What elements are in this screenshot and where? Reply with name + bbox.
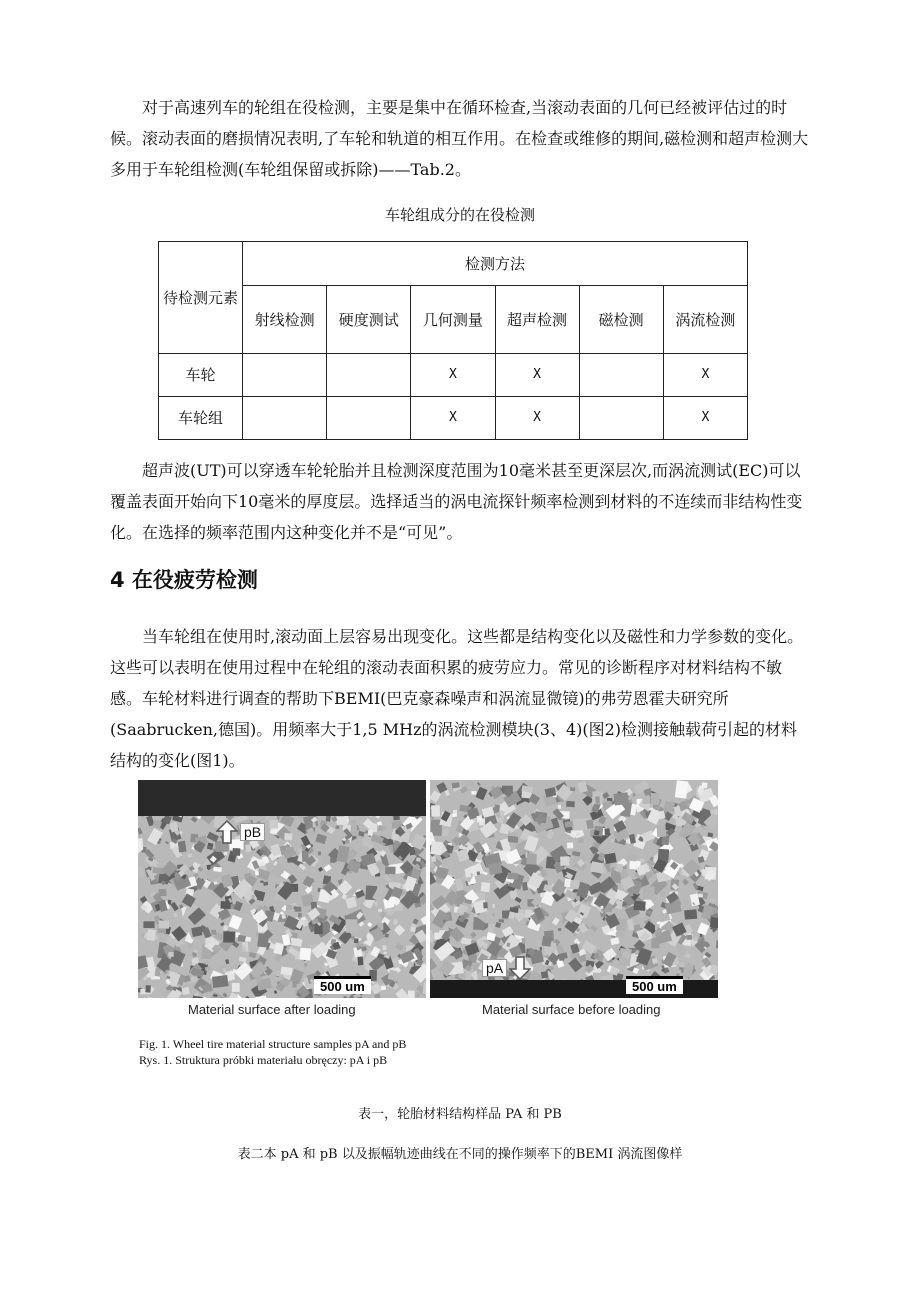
- micrograph-before-loading: [430, 780, 718, 998]
- micrograph-left-image: [138, 780, 426, 998]
- scale-bar-left: 500 um: [314, 976, 371, 994]
- figure-caption-polish: Rys. 1. Struktura próbki materiału obręczy: pA i pB: [139, 1053, 388, 1067]
- figure-caption-english: Fig. 1. Wheel tire material structure samples pA and pB: [139, 1037, 407, 1051]
- scale-bar-right: 500 um: [626, 976, 683, 994]
- row-header-cell: [159, 242, 243, 354]
- element-cell: 车轮: [159, 354, 243, 397]
- table-row: [159, 397, 748, 440]
- pa-marker: [482, 956, 531, 980]
- row-header: 待检测元素: [163, 288, 239, 307]
- paragraph-fatigue: 当车轮组在使用时,滚动面上层容易出现变化。这些都是结构变化以及磁性和力学参数的变化。这些可以表明在使用过程中在轮组的滚动表面积累的疲劳应力。常见的诊断程序对材料结构不敏感。车轮材料进行调查的帮助下BEMI(巴克豪森噪声和涡流显微镜)的弗劳恩霍夫研究所(Saabrucken,德国)。用频率大于1,5 MHz的涡流检测模块(3、4)(图2)检测接触载荷引起的材料结构的变化(图1)。: [110, 627, 804, 770]
- method-header: 涡流检测: [663, 286, 747, 354]
- subcaption-after-loading: Material surface after loading: [188, 1002, 356, 1017]
- element-cell: 车轮组: [159, 397, 243, 440]
- mark-cell: [579, 354, 663, 397]
- mark-cell: X: [411, 397, 495, 440]
- pb-marker: [216, 820, 265, 844]
- up-arrow-icon: [216, 820, 238, 844]
- group-header-cell: [243, 242, 748, 286]
- mark-cell: [243, 354, 327, 397]
- section-heading: 4 在役疲劳检测: [110, 568, 258, 592]
- subcaption-before-loading: Material surface before loading: [482, 1002, 661, 1017]
- pa-label: pA: [482, 959, 507, 977]
- mark-cell: X: [411, 354, 495, 397]
- mark-cell: [579, 397, 663, 440]
- paragraph-ut-ec: 超声波(UT)可以穿透车轮轮胎并且检测深度范围为10毫米甚至更深层次,而涡流测试(EC)可以覆盖表面开始向下10毫米的厚度层。选择适当的涡电流探针频率检测到材料的不连续而非结构性变化。在选择的频率范围内这种变化并不是“可见”。: [110, 461, 803, 542]
- mark-cell: X: [495, 354, 579, 397]
- table-caption: 车轮组成分的在役检测: [384, 206, 535, 224]
- method-header: 几何测量: [411, 286, 495, 354]
- mark-cell: [327, 397, 411, 440]
- micrograph-after-loading: [138, 780, 426, 998]
- mark-cell: [243, 397, 327, 440]
- caption-table-two: 表二本 pA 和 pB 以及振幅轨迹曲线在不同的操作频率下的BEMI 涡流图像样: [237, 1147, 683, 1162]
- method-header: 超声检测: [495, 286, 579, 354]
- inspection-table: [158, 241, 748, 440]
- method-header: 磁检测: [579, 286, 663, 354]
- paragraph-intro: 对于高速列车的轮组在役检测，主要是集中在循环检查,当滚动表面的几何已经被评估过的时候。滚动表面的磨损情况表明,了车轮和轨道的相互作用。在检查或维修的期间,磁检测和超声检测大多用于车轮组检测(车轮组保留或拆除)——Tab.2。: [110, 98, 809, 179]
- figure-caption: [139, 1036, 406, 1068]
- method-header: 射线检测: [243, 286, 327, 354]
- group-header: 检测方法: [465, 254, 526, 273]
- mark-cell: X: [495, 397, 579, 440]
- micrograph-right-image: [430, 780, 718, 998]
- table-row: [159, 354, 748, 397]
- microstructure-figure: [138, 780, 718, 1020]
- mark-cell: [327, 354, 411, 397]
- caption-table-one: 表一，轮胎材料结构样品 PA 和 PB: [358, 1107, 562, 1122]
- method-header: 硬度测试: [327, 286, 411, 354]
- mark-cell: X: [663, 354, 747, 397]
- mark-cell: X: [663, 397, 747, 440]
- down-arrow-icon: [509, 956, 531, 980]
- pb-label: pB: [240, 823, 265, 841]
